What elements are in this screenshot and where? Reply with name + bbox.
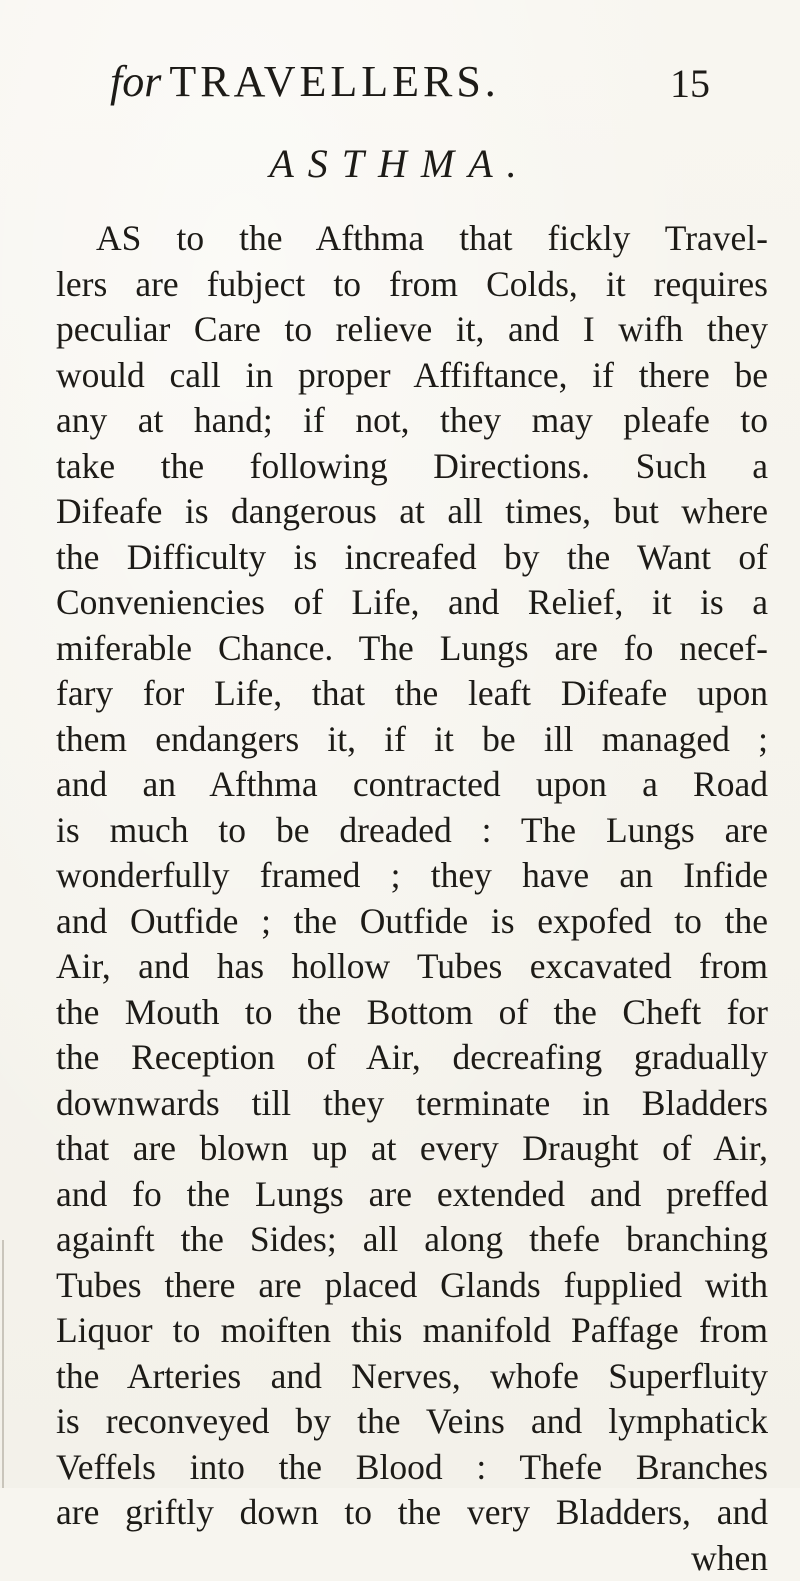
text-line: peculiar Care to relieve it, and I wifh they [56, 307, 768, 353]
text-line: againft the Sides; all along thefe branching [56, 1217, 768, 1263]
text-line: the Arteries and Nerves, whofe Superfluity [56, 1354, 768, 1400]
text-line: the Reception of Air, decreafing gradually [56, 1035, 768, 1081]
text-line: the Difficulty is increafed by the Want of [56, 535, 768, 581]
text-line: that are blown up at every Draught of Air, [56, 1126, 768, 1172]
text-line: Air, and has hollow Tubes excavated from [56, 944, 768, 990]
text-line: miferable Chance. The Lungs are fo necef- [56, 626, 768, 672]
text-line: is much to be dreaded : The Lungs are [56, 808, 768, 854]
text-line: is reconveyed by the Veins and lymphatick [56, 1399, 768, 1445]
text-line: Difeafe is dangerous at all times, but where [56, 489, 768, 535]
text-line: take the following Directions. Such a [56, 444, 768, 490]
text-line: and fo the Lungs are extended and preffed [56, 1172, 768, 1218]
text-line: Conveniencies of Life, and Relief, it is a [56, 580, 768, 626]
text-line: Liquor to moiften this manifold Paffage from [56, 1308, 768, 1354]
text-line: would call in proper Affiftance, if there be [56, 353, 768, 399]
body-text [56, 216, 768, 1581]
text-line: downwards till they terminate in Bladders [56, 1081, 768, 1127]
text-line: lers are fubject to from Colds, it requires [56, 262, 768, 308]
text-line: wonderfully framed ; they have an Infide [56, 853, 768, 899]
text-line: AS to the Afthma that fickly Travel- [56, 216, 768, 262]
text-line: fary for Life, that the leaft Difeafe upon [56, 671, 768, 717]
page-number: 15 [670, 60, 710, 107]
text-line: are griftly down to the very Bladders, and [56, 1490, 768, 1536]
text-line: Veffels into the Blood : Thefe Branches [56, 1445, 768, 1491]
text-line: and Outfide ; the Outfide is expofed to the [56, 899, 768, 945]
text-line: any at hand; if not, they may pleafe to [56, 398, 768, 444]
catchword: when [56, 1536, 768, 1581]
page-edge-shadow [2, 1240, 4, 1488]
text-line: and an Afthma contracted upon a Road [56, 762, 768, 808]
text-line: Tubes there are placed Glands fupplied with [56, 1263, 768, 1309]
running-head [110, 56, 710, 116]
running-head-prefix: for [110, 57, 161, 106]
section-title: ASTHMA. [0, 140, 800, 187]
text-line: the Mouth to the Bottom of the Cheft for [56, 990, 768, 1036]
text-line: them endangers it, if it be ill managed ; [56, 717, 768, 763]
running-head-title: TRAVELLERS. [169, 57, 499, 106]
